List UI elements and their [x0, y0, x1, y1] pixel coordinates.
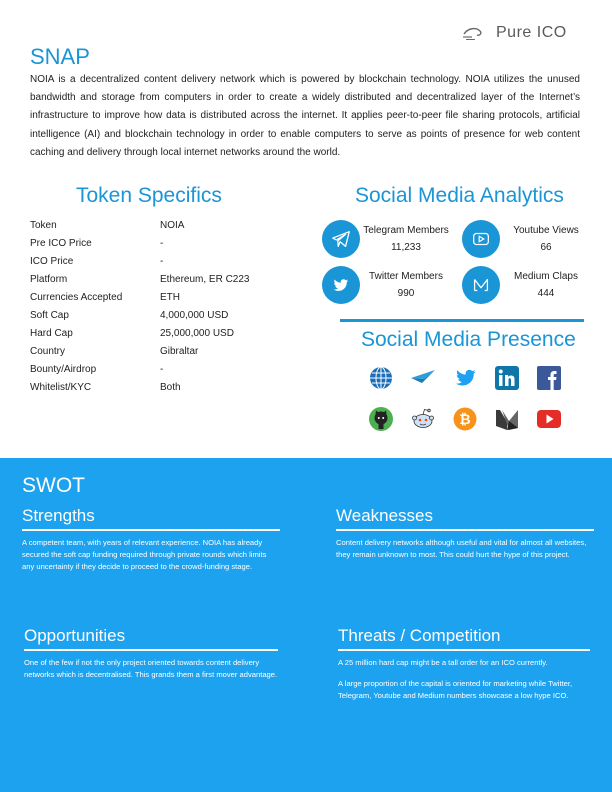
spec-key: Country [30, 345, 66, 357]
spec-row-country [30, 342, 300, 360]
brand-logo [462, 24, 567, 42]
facebook-icon[interactable] [536, 365, 562, 391]
spec-value: ETH [160, 291, 180, 303]
social-presence-title: Social Media Presence [361, 328, 576, 351]
spec-value: Ethereum, ER C223 [160, 273, 250, 285]
spec-value: 25,000,000 USD [160, 327, 234, 339]
stat-telegram [322, 220, 452, 258]
spec-row-whitelist [30, 378, 300, 396]
stat-value: 11,233 [391, 242, 421, 253]
stat-label: Twitter Members [369, 271, 443, 282]
stat-value: 990 [397, 288, 415, 299]
linkedin-icon[interactable] [494, 365, 520, 391]
token-specifics-table [30, 216, 300, 396]
swot-strengths [22, 506, 280, 573]
section-divider [340, 319, 584, 322]
spec-row-currencies [30, 288, 300, 306]
spec-value: Gibraltar [160, 345, 199, 357]
opportunities-text: One of the few if not the only project oriented towards content delivery networks which is decentralised. This grands them a first mover advantage. [24, 658, 278, 679]
svg-text:₿: ₿ [459, 412, 471, 428]
twitter-icon [322, 266, 360, 304]
spec-row-platform [30, 270, 300, 288]
youtube-icon[interactable] [536, 406, 562, 432]
spec-row-ico-price [30, 252, 300, 270]
spec-row-hard-cap [30, 324, 300, 342]
spec-value: - [160, 255, 164, 267]
spec-value: - [160, 363, 164, 375]
stat-medium [462, 266, 592, 304]
swot-title: SWOT [22, 474, 85, 497]
stat-label: Medium Claps [514, 271, 578, 282]
stat-label: Telegram Members [363, 225, 449, 236]
stat-value: 66 [540, 242, 552, 253]
spec-key: Platform [30, 273, 68, 285]
spec-row-pre-ico-price [30, 234, 300, 252]
swirl-logo-icon [462, 25, 490, 41]
spec-row-token [30, 216, 300, 234]
medium-icon [462, 266, 500, 304]
social-analytics-title: Social Media Analytics [355, 184, 564, 207]
swot-opportunities [24, 626, 278, 681]
twitter-icon[interactable] [452, 365, 478, 391]
telegram-icon[interactable] [410, 365, 436, 391]
spec-key: Hard Cap [30, 327, 73, 339]
spec-key: Bounty/Airdrop [30, 363, 97, 375]
threats-text-2: A large proportion of the capital is oriented for marketing while Twitter, Telegram, Youtube and Medium numbers showcase a low hype ICO. [338, 679, 573, 700]
weaknesses-text: Content delivery networks although useful and vital for almost all websites, they remain unknown to most. This could hurt the hype of this project. [336, 538, 587, 559]
medium-icon[interactable] [494, 406, 520, 432]
snap-description: NOIA is a decentralized content delivery network which is powered by blockchain technology. NOIA utilizes the unused bandwidth and storage from computers in order to create a widely distributed and decentralized layer of the Internet’s infrastructure to improve how data is distributed across the internet. It applies peer-to-peer file sharing protocols, artificial intelligence (AI) and blockchain technology in order to enable computers to serve as points of presence for web content caching and delivery through local internet networks around the world. [30, 74, 580, 158]
spec-value: NOIA [160, 219, 185, 231]
social-icons-row-1 [368, 365, 562, 391]
youtube-icon [462, 220, 500, 258]
threats-text-1: A 25 million hard cap might be a tall order for an ICO currently. [338, 658, 548, 667]
swot-section [0, 458, 612, 792]
reddit-icon[interactable] [410, 406, 436, 432]
website-globe-icon[interactable] [368, 365, 394, 391]
spec-row-bounty [30, 360, 300, 378]
opportunities-heading: Opportunities [24, 626, 278, 651]
spec-key: Pre ICO Price [30, 237, 92, 249]
telegram-icon [322, 220, 360, 258]
stat-youtube [462, 220, 592, 258]
strengths-text: A competent team, with years of relevant experience. NOIA has already secured the soft cap funding required through private rounds which limits any uncertainty if they decide to proceed to the crowd-funding stage. [22, 538, 267, 571]
strengths-heading: Strengths [22, 506, 280, 531]
spec-key: Currencies Accepted [30, 291, 123, 303]
threats-heading: Threats / Competition [338, 626, 590, 651]
swot-weaknesses [336, 506, 594, 561]
weaknesses-heading: Weaknesses [336, 506, 594, 531]
stat-twitter [322, 266, 452, 304]
github-icon[interactable] [368, 406, 394, 432]
social-icons-row-2 [368, 406, 562, 432]
spec-row-soft-cap [30, 306, 300, 324]
spec-key: Soft Cap [30, 309, 69, 321]
brand-name: Pure ICO [496, 24, 567, 41]
spec-value: - [160, 237, 164, 249]
snap-title: SNAP [30, 44, 90, 69]
swot-threats [338, 626, 590, 702]
spec-value: Both [160, 381, 181, 393]
bitcointalk-icon[interactable] [452, 406, 478, 432]
stat-label: Youtube Views [513, 225, 579, 236]
spec-key: ICO Price [30, 255, 74, 267]
token-specifics-title: Token Specifics [76, 184, 222, 207]
stat-value: 444 [537, 288, 555, 299]
spec-key: Token [30, 219, 57, 231]
spec-key: Whitelist/KYC [30, 381, 92, 393]
spec-value: 4,000,000 USD [160, 309, 229, 321]
